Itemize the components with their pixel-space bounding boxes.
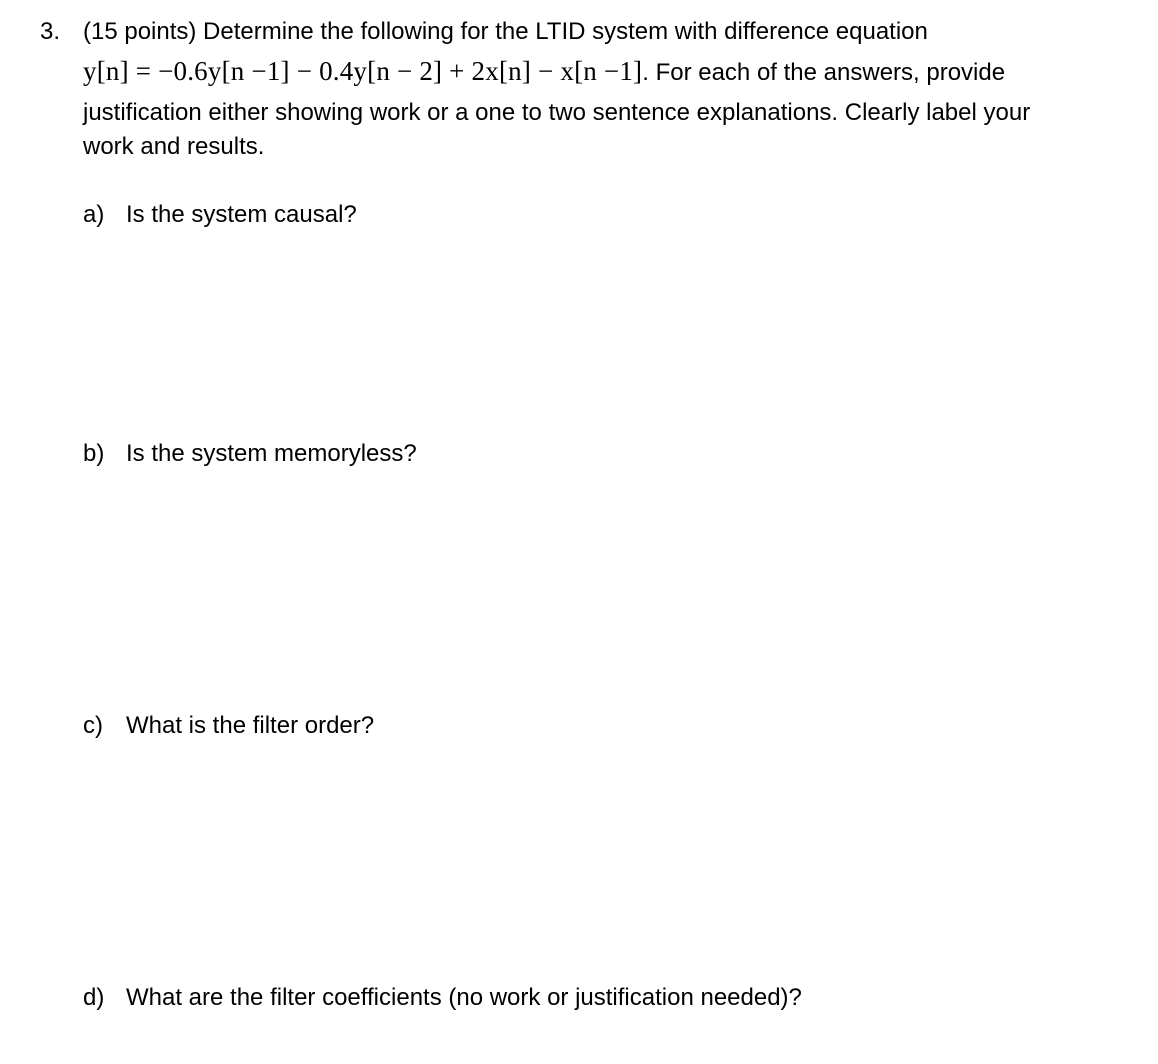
part-b-letter: b)	[83, 440, 105, 467]
part-d	[83, 981, 802, 1015]
part-c	[83, 709, 374, 743]
difference-equation: y[n] = −0.6y[n −1] − 0.4y[n − 2] + 2x[n] − x[n −1]	[83, 56, 643, 86]
question-intro-line: (15 points) Determine the following for the LTID system with difference equation	[83, 18, 928, 45]
difference-equation-line	[83, 51, 1005, 91]
part-c-letter: c)	[83, 712, 103, 739]
question-number: 3.	[40, 18, 61, 45]
part-b	[83, 437, 417, 471]
part-a	[83, 198, 357, 232]
part-d-text: What are the filter coefficients (no work or justification needed)?	[126, 984, 802, 1011]
part-d-letter: d)	[83, 984, 105, 1011]
part-c-text: What is the filter order?	[126, 712, 375, 739]
question-instructions-line: justification either showing work or a one to two sentence explanations. Clearly label your	[83, 99, 1031, 126]
question-instructions-end: work and results.	[83, 133, 265, 160]
part-b-text: Is the system memoryless?	[126, 440, 417, 467]
part-a-text: Is the system causal?	[126, 201, 357, 228]
equation-tail-text: . For each of the answers, provide	[642, 59, 1006, 86]
part-a-letter: a)	[83, 201, 105, 228]
